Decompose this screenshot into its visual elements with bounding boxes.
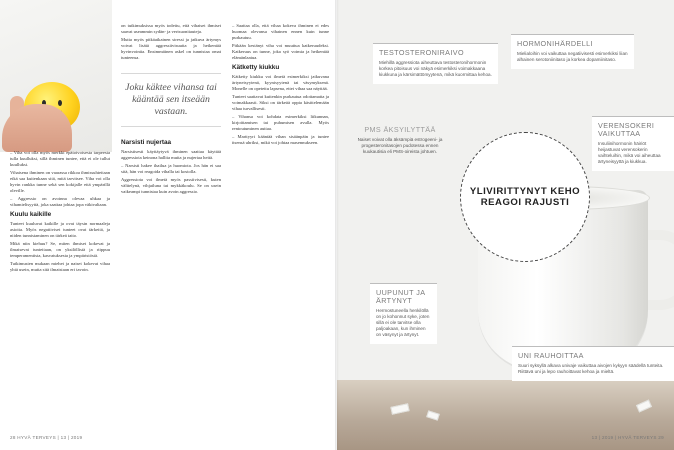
- info-box-pms: [351, 126, 449, 155]
- paragraph: Tunteet saattavat kuitenkin purkautua odottamatta ja voimakkaasti. Siksi on tärkeää oppia käsittelemään vihaa turvallisesti.: [232, 94, 329, 111]
- box-body: Miehillä aggressiota aiheuttava testosteronihormonin korkea pitoisuus voi näkyä esimerkiksi voimakkaana kiukkuna ja kärsimättömyytenä, mikä kuormittaa kehoa.: [379, 60, 492, 77]
- box-title: UUPUNUT JA ÄRTYNYT: [376, 288, 425, 305]
- paragraph: – Narsisti hakee ihailua ja huomiota. Jos hän ei saa sitä, hän voi reagoida vihalla tai kostolla.: [121, 163, 221, 174]
- paragraph: Kätketty kiukku voi ilmetä esimerkiksi jatkuvana ärtyneisyytenä, kyynisyytenä tai väsymyksenä. Monelle on opetettu lapsena, ettei vihaa saa näyttää.: [232, 74, 329, 91]
- page-gutter: [335, 0, 339, 450]
- paragraph: Vihaisena ihminen on vaarassa rikkoa ihmissuhteitaan eikä saa kuitenkaan sitä, mitä tarvitsee. Viha voi olla hyvin rankka tunne sekä sen kokijalle että ympärillä oleville.: [10, 170, 110, 193]
- info-box-verensokeri: [592, 116, 674, 171]
- paragraph: – Aggressio on avoinna olevaa uhkaa ja vihamielisyyttä, joka saattaa johtaa jopa väkivaltaan.: [10, 196, 110, 207]
- box-body: Insuliinihormonin häiriöt heijastuvat verensokerin vaihteluihin, mikä voi aiheuttaa ärtyneisyyttä ja kiukkua.: [598, 141, 661, 164]
- headline-circle: [460, 132, 590, 262]
- box-title: PMS ÄKSYILYTTÄÄ: [364, 125, 436, 134]
- box-body: Mielialoihin voi vaikuttaa negatiivisesti esimerkiksi liian alhainen serotoniinitaso ja korkea dopamiinitaso.: [517, 51, 628, 62]
- paragraph: Tutkimusten mukaan miehet ja naiset kokevat vihaa yhtä usein, mutta sitä ilmaistaan eri tavoin.: [10, 261, 110, 272]
- left-column-2: [121, 23, 221, 197]
- box-title: VERENSOKERI VAIKUTTAA: [598, 121, 655, 138]
- paragraph: Mikä niin kiehuu? Se, miten ihmiset kokevat ja ilmaisevat tunteitaan, on yksilöllistä ja riippuu temperamentista, kasvatuksesta ja ympäristöstä.: [10, 241, 110, 258]
- box-title: TESTOSTERONIRAIVO: [379, 48, 464, 57]
- page-footer: 28 HYVÄ TERVEYS | 13 | 2019: [10, 435, 83, 440]
- section-heading: Kätketty kiukku: [232, 64, 280, 71]
- paragraph: – Viha voi olla myös merkki epätoivoisesta tarpeesta tulla kuulluksi, sillä ihminen tuntee, että ei ole tullut kuulluksi.: [10, 150, 110, 167]
- paragraph: Pitkään kestänyt viha voi muuttua katkeruudeksi. Katkeruus on tunne, joka syö voimia ja heikentää elämänlaatua.: [232, 43, 329, 60]
- info-box-testosteroni: [373, 43, 498, 84]
- info-box-uni: [512, 346, 674, 381]
- stress-ball-photo: [0, 0, 112, 152]
- left-column-3: [232, 23, 329, 148]
- box-title: HORMONIHÄRDELLI: [517, 39, 593, 48]
- paragraph: – Saattaa olla, että vihaa kokeva ihminen ei edes huomaa olevansa vihainen ennen kuin tunne purkautuu.: [232, 23, 329, 40]
- box-title: UNI RAUHOITTAA: [518, 351, 584, 360]
- paragraph: Tunteet kuuluvat kaikille ja ovat täysin normaaleja asioita. Myös negatiiviset tunteet ovat tärkeitä, ja niiden tunnistaminen on tärkeä taito.: [10, 221, 110, 238]
- paragraph: – Marttyyri kääntää vihan sisäänpäin ja tuntee itsensä uhriksi, mikä voi johtaa masennukseen.: [232, 134, 329, 145]
- right-page: [337, 0, 674, 450]
- headline: YLIVIRITTYNYT KEHO REAGOI RAJUSTI: [469, 186, 581, 208]
- info-box-uupunut: [370, 283, 437, 344]
- box-body: Hermostuneella henkilöllä on jo kohonnut syke, joten sillä ei ole tarvitse olla paljoakaan, kun ihminen on väsynyt ja ärtynyt.: [376, 308, 430, 337]
- paragraph: – Vihansa voi kohdata esimerkiksi liikunnan, kirjoittamisen tai puhumisen avulla. Myös rentoutuminen auttaa.: [232, 114, 329, 131]
- paragraph: Mutta myös pitkäaikainen stressi ja jatkuva ärtymys voivat lisätä aggressiivisuutta ja heikentää hyvinvointia. Ensimmäinen askel on tunnistaa omat tunteensa.: [121, 37, 221, 60]
- section-heading: Narsisti nujertaa: [121, 139, 172, 146]
- info-box-hormoni: [511, 34, 634, 69]
- pull-quote: Joku käktee vihansa tai kääntää sen itseään vastaan.: [121, 73, 221, 127]
- left-column-1: [10, 150, 110, 275]
- paragraph: Narsistisesti käyttäytyvä ihminen saattaa käyttää aggressiota keinona hallita muita ja nujertaa heitä.: [121, 149, 221, 160]
- page-footer: 13 | 2019 | HYVÄ TERVEYS 29: [591, 435, 664, 440]
- box-body: Naiset voivat olla äksämpiä estrogeeni- ja progesteronitasojen pudotessa ennen kuukautisia eli PMS-oireista johtuen.: [357, 137, 443, 154]
- paragraph: Aggressiota voi ilmetä myös passiivisesti, kuten välttelynä, vihjailuna tai mykkäkoulu. Se on usein vaikeampi tunnistaa kuin avoin aggressio.: [121, 177, 221, 194]
- box-body: Suuri syksyllä alkava univaje vaikuttaa aivojen kykyyn säädellä tunteita. Riittävä uni ja lepo rauhoittavat kehoa ja mieltä.: [518, 363, 664, 374]
- paragraph: on tutkimuksissa myös todettu, että vihaiset ihmiset saavat useammin sydän- ja verisuonitauteja.: [121, 23, 221, 34]
- section-heading: Kuulu kaikille: [10, 211, 52, 218]
